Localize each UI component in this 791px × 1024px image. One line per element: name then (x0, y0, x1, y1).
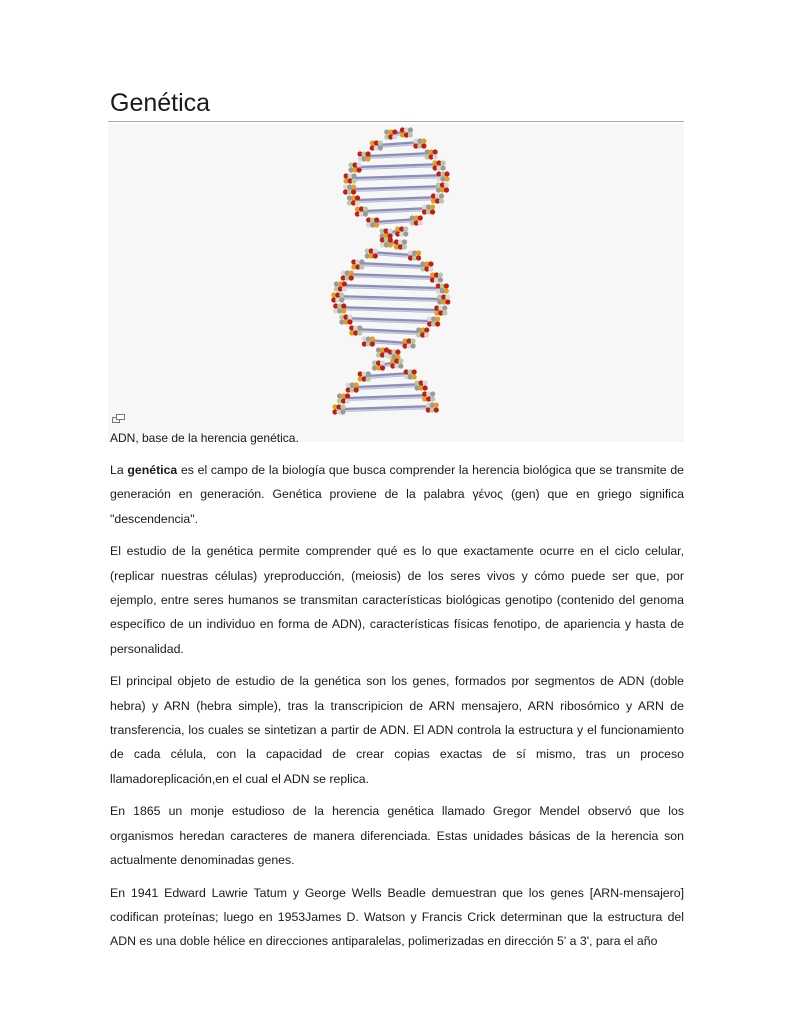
paragraph-1 (110, 458, 684, 531)
p1-term: genética (127, 463, 178, 477)
paragraph-2: El estudio de la genética permite comprender qué es lo que exactamente ocurre en el ciclo celular, (replicar nuestras células) yreproducción, (meiosis) de los seres vivos y cómo puede ser que, por ejemplo, entre seres humanos se transmitan características biológicas genotipo (contenido del genoma específico de un individuo en forma de ADN), características físicas fenotipo, de apariencia y hasta de personalidad. (110, 544, 684, 656)
paragraph-3: El principal objeto de estudio de la genética son los genes, formados por segmentos de ADN (doble hebra) y ARN (hebra simple), tras la transcripicion de ARN mensajero, ARN ribosómico y ARN de transferencia, los cuales se sintetizan a partir de ADN. El ADN controla la estructura y el funcionamiento de cada célula, con la capacidad de crear copias exactas de sí mismo, tras un proceso llamadoreplicación,en el cual el ADN se replica. (110, 674, 684, 786)
p1-lead: La (110, 463, 128, 477)
page-title: Genética (108, 88, 684, 122)
paragraph-4: En 1865 un monje estudioso de la herencia genética llamado Gregor Mendel observó que los organismos heredan caracteres de manera diferenciada. Estas unidades básicas de la herencia son actualmente denominadas genes. (110, 804, 684, 868)
paragraph-5: En 1941 Edward Lawrie Tatum y George Wells Beadle demuestran que los genes [ARN-mensajero] codifican proteínas; luego en 1953James D. Watson y Francis Crick determinan que la estructura del ADN es una doble hélice en direcciones antiparalelas, polimerizadas en dirección 5' a 3', para el año (110, 885, 684, 949)
article-body (108, 458, 684, 954)
p1-rest: es el campo de la biología que busca comprender la herencia biológica que se transmite de generación en generación. Genética proviene de la palabra γένος (gen) que en griego significa "descendencia". (110, 463, 684, 526)
magnify-clip-icon[interactable] (112, 414, 126, 424)
dna-helix-image[interactable] (324, 124, 474, 420)
article (108, 88, 684, 962)
figure (108, 124, 684, 445)
figure-caption: ADN, base de la herencia genética. (110, 431, 299, 445)
